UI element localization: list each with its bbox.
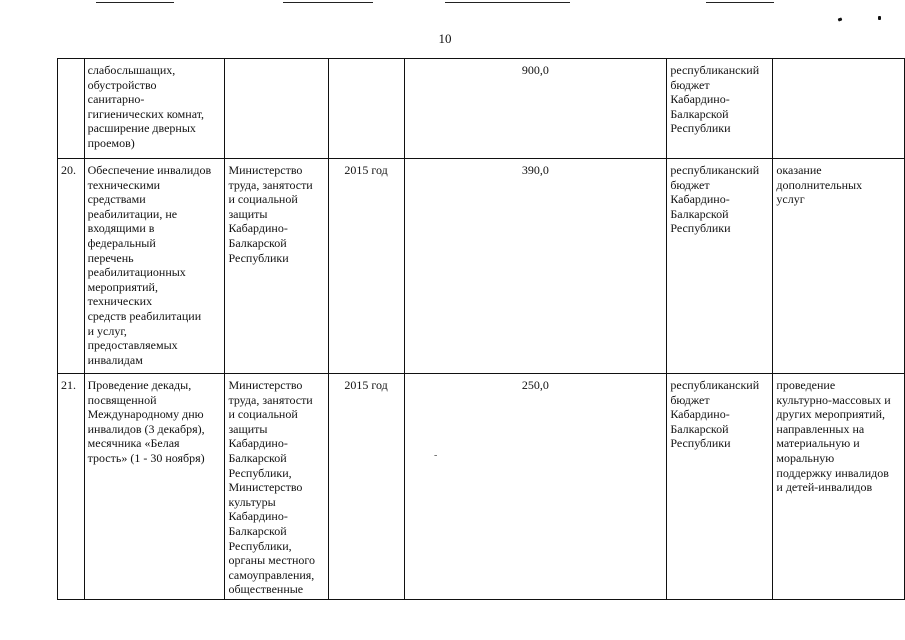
expected-result-cell	[773, 159, 905, 374]
cell-line: бюджет	[670, 77, 710, 92]
measure-name-cell	[84, 59, 225, 159]
header-rule-3	[445, 2, 570, 3]
cell-line: Международному дню	[87, 407, 204, 422]
cell-line: республиканский	[670, 63, 760, 77]
cell-line: реабилитационных	[87, 265, 186, 280]
cell-line: защиты	[228, 421, 268, 436]
period-cell	[328, 59, 404, 159]
cell-line: обустройство	[87, 77, 157, 92]
cell-line: предоставляемых	[87, 338, 178, 353]
header-rule-4	[706, 2, 774, 3]
program-table	[57, 58, 905, 600]
cell-line: трость» (1 - 30 ноября)	[87, 450, 205, 465]
row-number: 20.	[58, 159, 85, 374]
cell-line: расширение дверных	[87, 121, 196, 136]
cell-line: санитарно-	[87, 92, 145, 107]
cell-line: средств реабилитации	[87, 308, 202, 323]
table-row	[58, 159, 905, 374]
cell-line: Министерство	[228, 480, 303, 495]
expected-result-cell	[773, 374, 905, 600]
funding-source-cell	[667, 59, 773, 159]
cell-line: гигиенических комнат,	[87, 106, 205, 121]
row-number: 21.	[58, 374, 85, 600]
amount-cell: 250,0	[404, 374, 667, 600]
cell-line: технических	[87, 294, 153, 309]
header-rule-1	[96, 2, 174, 3]
executor-cell	[225, 59, 328, 159]
cell-line: Республики	[670, 221, 731, 236]
cell-line: защиты	[228, 206, 268, 221]
cell-line: поддержку инвалидов	[776, 465, 889, 480]
cell-line: входящими в	[87, 221, 155, 236]
executor-cell	[225, 159, 328, 374]
funding-source-cell	[667, 159, 773, 374]
cell-line: Министерство	[228, 378, 303, 392]
row-number	[58, 59, 85, 159]
funding-source-cell	[667, 374, 773, 600]
cell-line: общественные	[228, 582, 304, 597]
cell-line: Балкарской	[670, 206, 729, 221]
table-row	[58, 374, 905, 600]
measure-name-cell	[84, 374, 225, 600]
cell-line: Балкарской	[670, 106, 729, 121]
cell-line: Республики	[670, 436, 731, 451]
period-cell: 2015 год	[328, 159, 404, 374]
cell-line: Республики,	[228, 465, 292, 480]
cell-line: проведение	[776, 378, 836, 392]
cell-line: техническими	[87, 177, 161, 192]
header-rule-2	[283, 2, 373, 3]
cell-line: труда, занятости	[228, 177, 313, 192]
cell-line: услуг	[776, 192, 805, 207]
cell-line: Балкарской	[228, 450, 287, 465]
cell-line: и социальной	[228, 407, 298, 422]
cell-line: слабослышащих,	[87, 63, 176, 77]
cell-line: и услуг,	[87, 323, 127, 338]
cell-line: месячника «Белая	[87, 436, 180, 451]
cell-line: Республики,	[228, 538, 292, 553]
cell-line: труда, занятости	[228, 392, 313, 407]
cell-line: моральную	[776, 450, 835, 465]
amount-cell: 900,0	[404, 59, 667, 159]
cell-line: Республики	[228, 250, 289, 265]
cell-line: инвалидов (3 декабря),	[87, 421, 205, 436]
cell-line: перечень	[87, 250, 134, 265]
cell-line: и социальной	[228, 192, 298, 207]
page-number: 10	[438, 31, 452, 46]
cell-line: посвященной	[87, 392, 157, 407]
cell-line: Балкарской	[228, 523, 287, 538]
cell-line: направленных на	[776, 421, 865, 436]
cell-line: бюджет	[670, 177, 710, 192]
cell-line: Кабардино-	[670, 407, 730, 422]
cell-line: Кабардино-	[228, 509, 288, 524]
cell-line: Министерство	[228, 163, 303, 177]
cell-line: Кабардино-	[670, 192, 730, 207]
amount-cell: 390,0	[404, 159, 667, 374]
cell-line: бюджет	[670, 392, 710, 407]
cell-line: Кабардино-	[228, 436, 288, 451]
cell-line: Проведение декады,	[87, 378, 192, 392]
cell-line: культуры	[228, 494, 276, 509]
cell-line: материальную и	[776, 436, 860, 451]
scan-speck	[878, 16, 881, 20]
cell-line: Балкарской	[670, 421, 729, 436]
cell-line: Кабардино-	[228, 221, 288, 236]
cell-line: Республики	[670, 121, 731, 136]
cell-line: проемов)	[87, 135, 135, 150]
cell-line: инвалидам	[87, 352, 143, 367]
cell-line: средствами	[87, 192, 146, 207]
period-cell: 2015 год	[328, 374, 404, 600]
cell-line: дополнительных	[776, 177, 863, 192]
cell-line: других мероприятий,	[776, 407, 886, 422]
cell-line: органы местного	[228, 553, 316, 568]
cell-line: Балкарской	[228, 235, 287, 250]
scan-speck	[838, 17, 843, 21]
expected-result-cell	[773, 59, 905, 159]
cell-line: и детей-инвалидов	[776, 480, 873, 495]
scan-stray-mark: -	[434, 450, 438, 461]
cell-line: мероприятий,	[87, 279, 158, 294]
table-row	[58, 59, 905, 159]
cell-line: реабилитации, не	[87, 206, 178, 221]
cell-line: самоуправления,	[228, 567, 315, 582]
cell-line: оказание	[776, 163, 822, 177]
executor-cell	[225, 374, 328, 600]
cell-line: республиканский	[670, 378, 760, 392]
cell-line: Обеспечение инвалидов	[87, 163, 212, 177]
measure-name-cell	[84, 159, 225, 374]
cell-line: республиканский	[670, 163, 760, 177]
cell-line: федеральный	[87, 235, 156, 250]
cell-line: культурно-массовых и	[776, 392, 891, 407]
cell-line: Кабардино-	[670, 92, 730, 107]
